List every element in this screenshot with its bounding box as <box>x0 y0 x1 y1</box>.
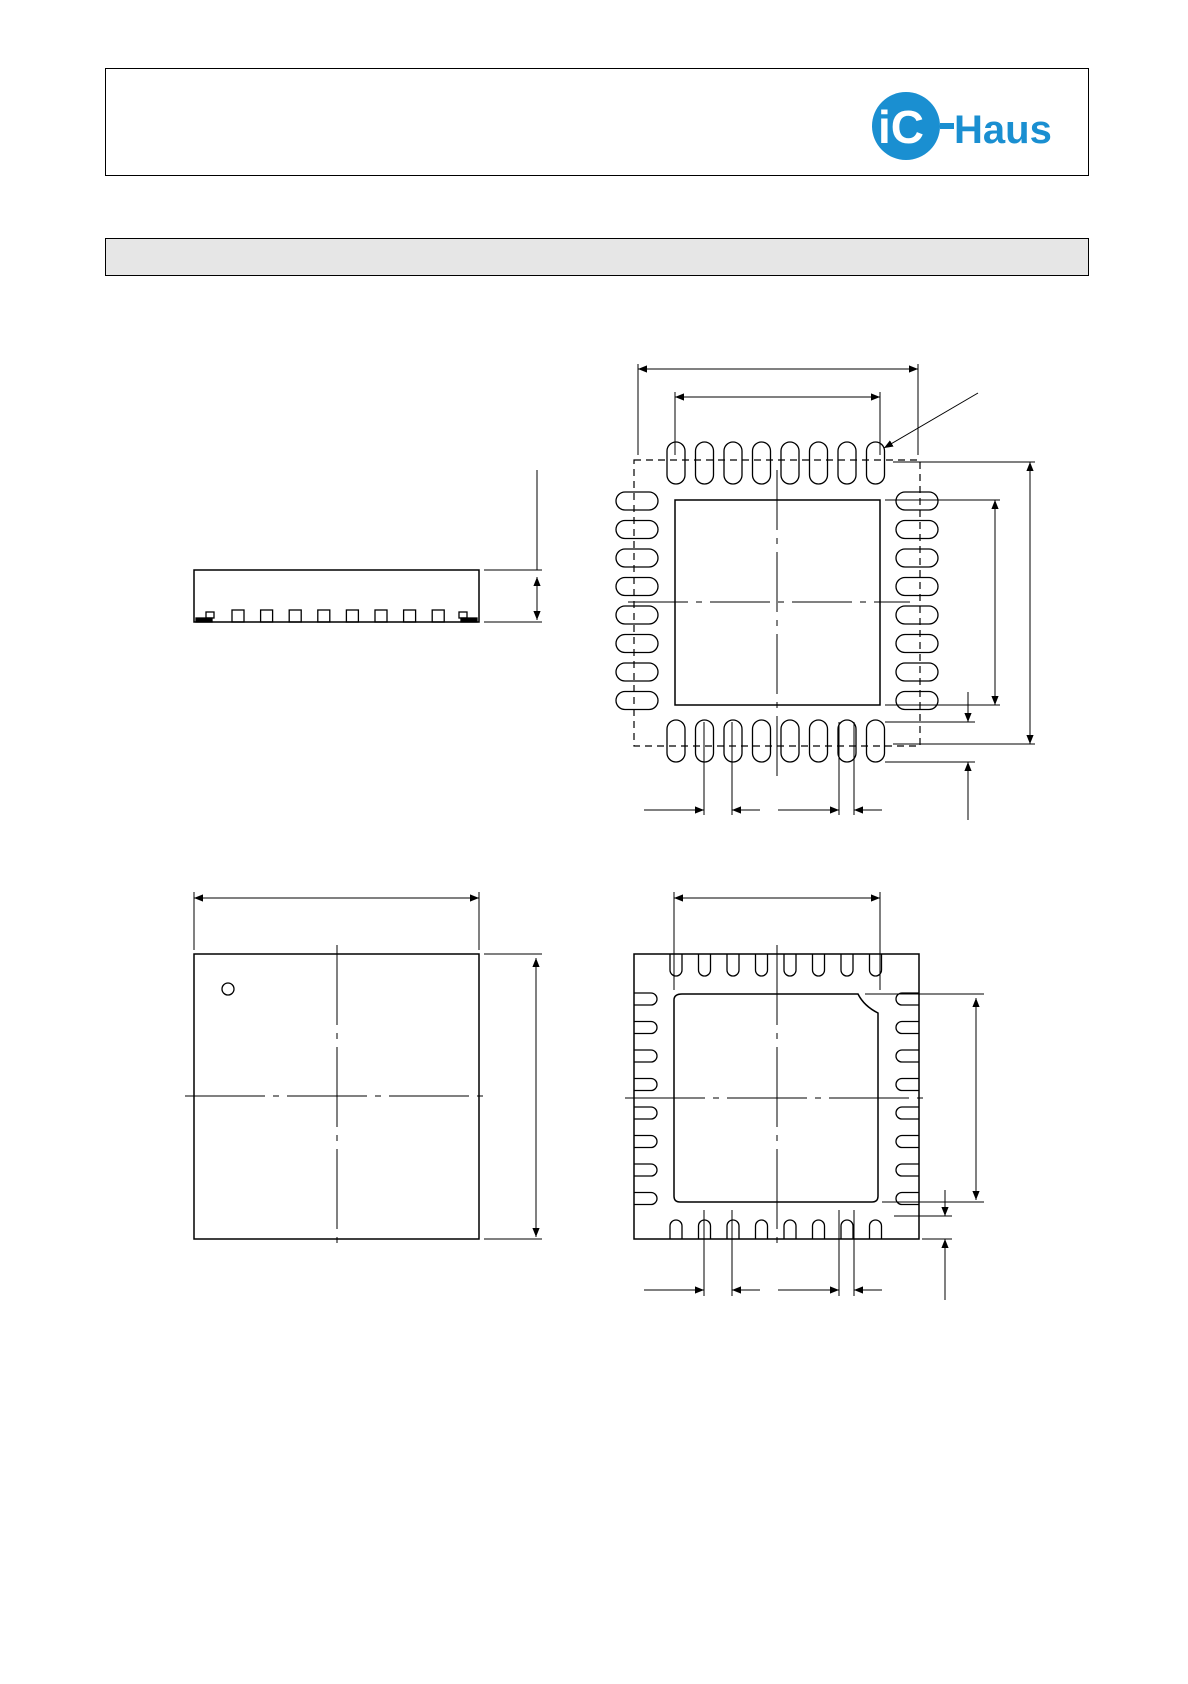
pad-left <box>616 521 658 539</box>
pad-top <box>667 442 685 484</box>
pads-left-column <box>616 492 658 710</box>
terminal-bottom <box>670 1220 682 1239</box>
side-lead <box>232 610 244 622</box>
terminal-left <box>634 1164 657 1176</box>
terminal-right <box>896 1022 919 1034</box>
pad-left <box>616 692 658 710</box>
terminal-right <box>896 1193 919 1205</box>
terminal-top <box>670 954 682 976</box>
bottom-view-pads-top <box>670 954 882 976</box>
terminal-top <box>699 954 711 976</box>
pad-bottom <box>838 720 856 762</box>
terminal-left <box>634 1079 657 1091</box>
side-lead <box>261 610 273 622</box>
side-lead <box>346 610 358 622</box>
pad-left <box>616 606 658 624</box>
terminal-left <box>634 993 657 1005</box>
side-foot <box>461 618 477 622</box>
svg-text:Haus: Haus <box>954 108 1052 152</box>
bottom-view-pads-right <box>896 993 919 1205</box>
side-lead-end <box>459 612 467 618</box>
pad-right <box>896 692 938 710</box>
terminal-right <box>896 1164 919 1176</box>
terminal-bottom <box>870 1220 882 1239</box>
terminal-bottom <box>784 1220 796 1239</box>
pad-top <box>838 442 856 484</box>
pad-top <box>781 442 799 484</box>
pad-right <box>896 549 938 567</box>
svg-text:iC: iC <box>878 101 924 153</box>
terminal-top <box>841 954 853 976</box>
side-foot <box>196 618 212 622</box>
terminal-left <box>634 1107 657 1119</box>
terminal-left <box>634 1050 657 1062</box>
pad-bottom <box>724 720 742 762</box>
pad-left <box>616 549 658 567</box>
terminal-bottom <box>727 1220 739 1239</box>
pad-left <box>616 492 658 510</box>
pad-top <box>867 442 885 484</box>
terminal-bottom <box>841 1220 853 1239</box>
terminal-right <box>896 1136 919 1148</box>
terminal-right <box>896 1050 919 1062</box>
pad-top <box>753 442 771 484</box>
bottom-view-pads-bottom <box>670 1220 882 1239</box>
terminal-bottom <box>813 1220 825 1239</box>
pad-bottom <box>753 720 771 762</box>
terminal-right <box>896 1107 919 1119</box>
pad-bottom <box>781 720 799 762</box>
pad-top <box>810 442 828 484</box>
pads-bottom-row <box>667 720 885 762</box>
pad-right <box>896 606 938 624</box>
terminal-left <box>634 1193 657 1205</box>
pad-right <box>896 492 938 510</box>
pad-left <box>616 635 658 653</box>
bottom-view-pads-left <box>634 993 657 1205</box>
side-view <box>194 470 542 622</box>
pad-left <box>616 663 658 681</box>
terminal-right <box>896 1079 919 1091</box>
pad-right <box>896 578 938 596</box>
terminal-bottom <box>756 1220 768 1239</box>
terminal-top <box>727 954 739 976</box>
terminal-top <box>813 954 825 976</box>
side-lead <box>375 610 387 622</box>
pad-left <box>616 578 658 596</box>
side-view-leads <box>196 610 477 622</box>
terminal-top <box>784 954 796 976</box>
terminal-top <box>756 954 768 976</box>
side-lead <box>404 610 416 622</box>
side-lead <box>289 610 301 622</box>
pad-right <box>896 663 938 681</box>
pads-top-row <box>667 442 885 484</box>
pad-bottom <box>867 720 885 762</box>
package-top-view <box>185 892 542 1250</box>
pin1-marker <box>222 983 234 995</box>
side-lead-end <box>206 612 214 618</box>
pad-layout-view <box>616 364 1035 820</box>
side-lead <box>318 610 330 622</box>
pad-right <box>896 635 938 653</box>
pad-bottom <box>667 720 685 762</box>
terminal-left <box>634 1136 657 1148</box>
pad-top <box>724 442 742 484</box>
terminal-right <box>896 993 919 1005</box>
pad-bottom <box>810 720 828 762</box>
pad-right <box>896 521 938 539</box>
pad-top <box>696 442 714 484</box>
package-bottom-view <box>625 892 984 1300</box>
pads-right-column <box>896 492 938 710</box>
side-lead <box>432 610 444 622</box>
terminal-left <box>634 1022 657 1034</box>
